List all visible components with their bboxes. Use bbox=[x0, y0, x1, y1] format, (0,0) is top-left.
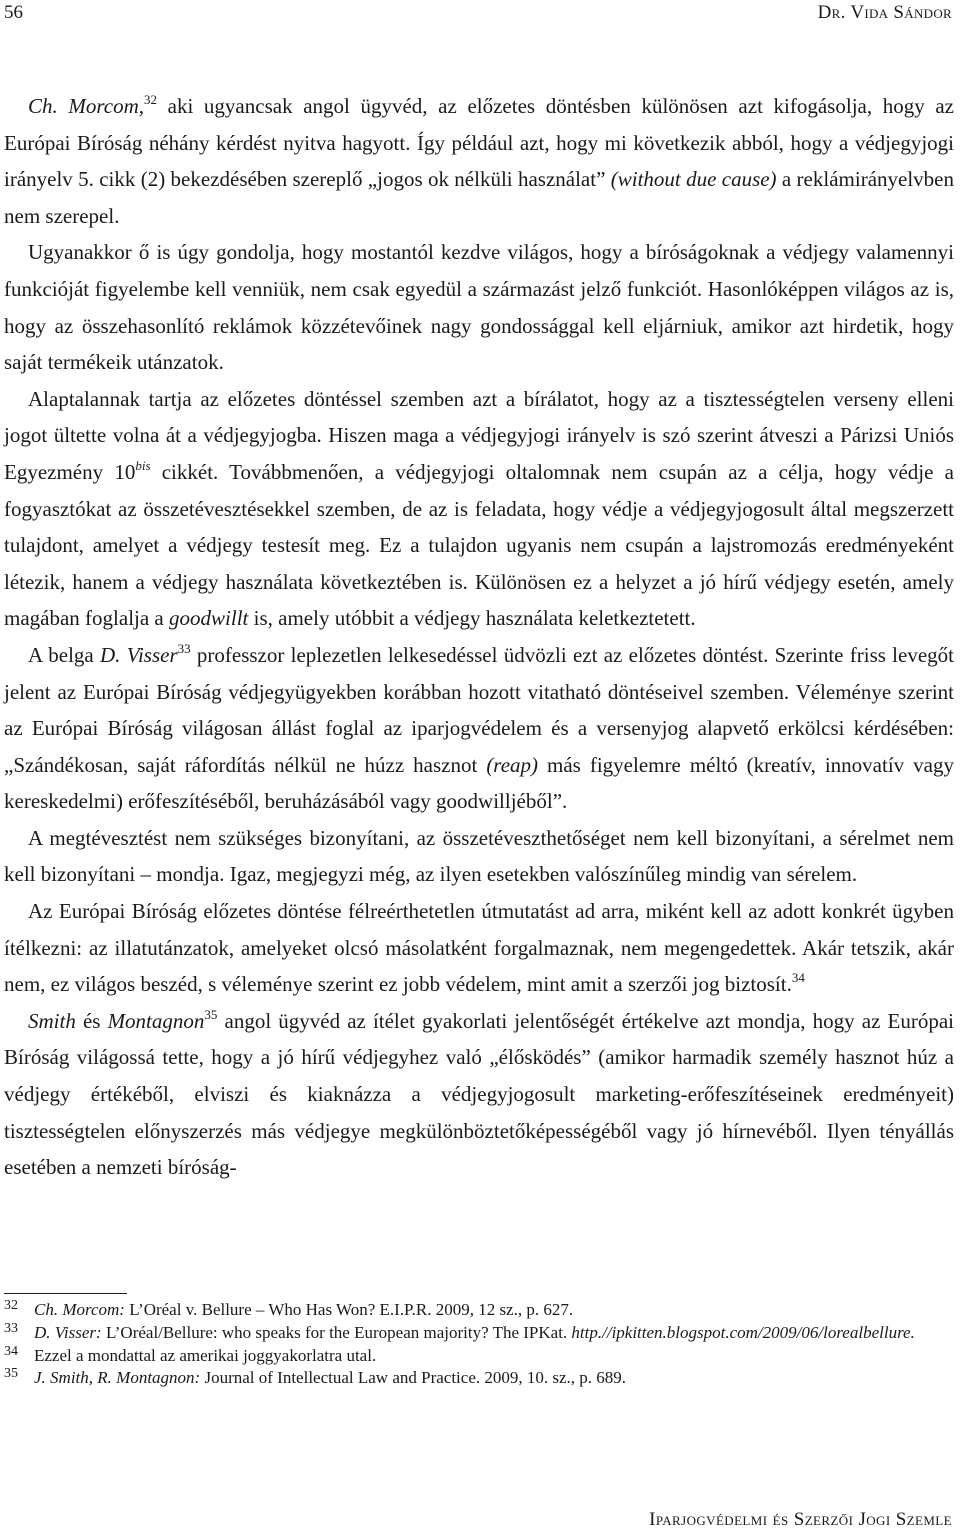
paragraph-smith-montagnon bbox=[4, 1003, 954, 1186]
paragraph-visser bbox=[4, 637, 954, 820]
footnote-number: 35 bbox=[4, 1366, 18, 1382]
superscript-bis-text: bis bbox=[135, 457, 151, 473]
paragraph-text: aki ugyancsak angol ügyvéd, az előzetes döntésben különösen azt kifogásolja, hogy az Európai Bíróság néhány kérdést nyitva hagyott. Így például azt, hogy mi következik abból, hogy a védjegyjogi irányelv 5. cikk (2) bekezdésében szereplő „jogos ok nélküli használat” bbox=[4, 94, 954, 192]
footnote-ref: 35 bbox=[204, 1006, 218, 1022]
paragraph-text: is, amely utóbbit a védjegy használata keletkeztetett. bbox=[248, 606, 696, 631]
superscript-bis bbox=[135, 458, 150, 473]
footnote-url: http.//ipkitten.blogspot.com/2009/06/lorealbellure. bbox=[571, 1322, 915, 1342]
footnote-author: Ch. Morcom: bbox=[34, 1300, 125, 1319]
paragraph-text: a reklámirányelvben nem szerepel. bbox=[4, 167, 954, 228]
footnote-text: L’Oréal/Bellure: who speaks for the European majority? The IPKat. bbox=[101, 1322, 572, 1342]
page-number: 56 bbox=[4, 2, 23, 23]
author-name: Smith bbox=[28, 1008, 76, 1033]
paragraph-alaptalannak bbox=[4, 381, 954, 637]
paragraph-text: Alaptalannak tartja az előzetes döntéssel szemben azt a bírálatot, hogy az a tisztességtelen verseny elleni jogot ültette volna át a védjegyjogba. Hiszen maga a védjegyjogi irányelv is szó szerint átveszi a Párizsi Uniós Egyezmény 10 bbox=[4, 386, 954, 484]
author-name: D. Visser bbox=[100, 642, 178, 667]
footnote-divider bbox=[4, 1293, 127, 1294]
footnote-ref: 32 bbox=[144, 92, 158, 107]
footnote-ref: 33 bbox=[177, 640, 191, 656]
italic-term: (without due cause) bbox=[605, 167, 777, 192]
footnotes bbox=[4, 1299, 954, 1390]
paragraph-text: angol ügyvéd az ítélet gyakorlati jelentőségét értékelve azt mondja, hogy az Európai Bíróság világossá tette, hogy a jó hírű védjegyhez való „élősködés” (amikor harmadik személy hasznot húz a védjegy értékéből, elviszi és kiaknázza a védjegyjogosult marketing-erőfeszítéseinek eredményeit) tisztességtelen előnyszerzés más védjegye megkülönböztetőképességéből vagy jó hírnevéből. Ilyen tényállás esetében a nemzeti bíróság- bbox=[4, 1008, 954, 1180]
paragraph-text: A belga bbox=[28, 642, 101, 667]
running-footer-journal: Iparjogvédelmi és Szerzői Jogi Szemle bbox=[649, 1509, 952, 1530]
footnote-text: Journal of Intellectual Law and Practice. 2009, 10. sz., p. 689. bbox=[200, 1368, 627, 1388]
footnote-number: 32 bbox=[4, 1298, 18, 1313]
paragraph-megtevesztes: A megtévesztést nem szükséges bizonyítani, az összetéveszthetőséget nem kell bizonyítani, a sérelmet nem kell bizonyítani – mondja. Igaz, megjegyzi még, az ilyen esetekben valószínűleg mindig van sérelem. bbox=[4, 825, 954, 887]
running-head-author: Dr. Vida Sándor bbox=[817, 2, 952, 23]
footnote-author: D. Visser: bbox=[34, 1322, 102, 1342]
paragraph-text: Az Európai Bíróság előzetes döntése félreérthetetlen útmutatást ad arra, miként kell az adott konkrét ügyben ítélkezni: az illatutánzatok, amelyeket olcsó másolatként forgalmaznak, nem megengedettek. Akár tetszik, akár nem, ez világos beszéd, s véleménye szerint ez jobb védelem, mint amit a szerzői jog biztosít. bbox=[4, 899, 954, 997]
paragraph-text: más figyelemre méltó (kreatív, innovatív vagy kereskedelmi) erőfeszítéséből, beruházásából vagy goodwilljéből”. bbox=[4, 752, 954, 814]
footnote-item bbox=[4, 1367, 954, 1390]
footnote-item bbox=[4, 1345, 954, 1368]
author-name: Montagnon bbox=[107, 1008, 205, 1033]
footnote-number: 33 bbox=[4, 1320, 18, 1336]
paragraph-ugyanakkor: Ugyanakkor ő is úgy gondolja, hogy mostantól kezdve világos, hogy a bíróságoknak a védjegy valamennyi funkcióját figyelembe kell venniük, nem csak egyedül a származást jelző funkciót. Hasonlóképpen világos az is, hogy az összehasonlító reklámok közzétevőinek nagy gondossággal kell eljárniuk, amikor azt hirdetik, hogy saját termékeik utánzatok. bbox=[4, 240, 954, 375]
article-body bbox=[4, 88, 954, 1186]
paragraph-text: cikkét. Továbbmenően, a védjegyjogi oltalomnak nem csupán az a célja, hogy védje a fogyasztókat az összetévesztésekkel szemben, de az is feladata, hogy védje a védjegyjogosult által megszerzett tulajdont, amelyet a védjegy testesít meg. Ez a tulajdon ugyanis nem csupán a lajstromozás eredményeként létezik, hanem a védjegy használata következtében is. Különösen ez a helyzet a jó hírű védjegy esetén, amely magában foglalja a bbox=[4, 459, 954, 631]
author-name: Ch. Morcom, bbox=[28, 94, 145, 118]
footnote-number: 34 bbox=[4, 1343, 18, 1359]
paragraph-morcom bbox=[4, 88, 954, 234]
footnote-author: J. Smith, R. Montagnon: bbox=[34, 1368, 201, 1388]
page-header bbox=[4, 2, 952, 26]
footnote-ref: 34 bbox=[791, 970, 805, 986]
paragraph-text: professzor leplezetlen lelkesedéssel üdvözli ezt az előzetes döntést. Szerinte friss levegőt jelent az Európai Bíróság védjegyügyekben korábban hozott vitatható döntéseivel szemben. Véleménye szerint az Európai Bíróság világosan állást foglal az iparjogvédelem és a versenyjog alapvető erkölcsi kérdésében: „Szándékosan, saját ráfordítás nélkül ne húzz hasznot bbox=[4, 642, 954, 777]
footnote-text: L’Oréal v. Bellure – Who Has Won? E.I.P.R. 2009, 12 sz., p. 627. bbox=[124, 1300, 574, 1319]
footnote-text: Ezzel a mondattal az amerikai joggyakorlatra utal. bbox=[34, 1345, 377, 1365]
italic-term: (reap) bbox=[486, 752, 539, 777]
footnote-item bbox=[4, 1299, 954, 1322]
paragraph-text: és bbox=[75, 1008, 108, 1033]
footnote-item bbox=[4, 1322, 954, 1345]
italic-term: goodwillt bbox=[163, 606, 249, 631]
paragraph-europai-birosag bbox=[4, 893, 954, 1003]
